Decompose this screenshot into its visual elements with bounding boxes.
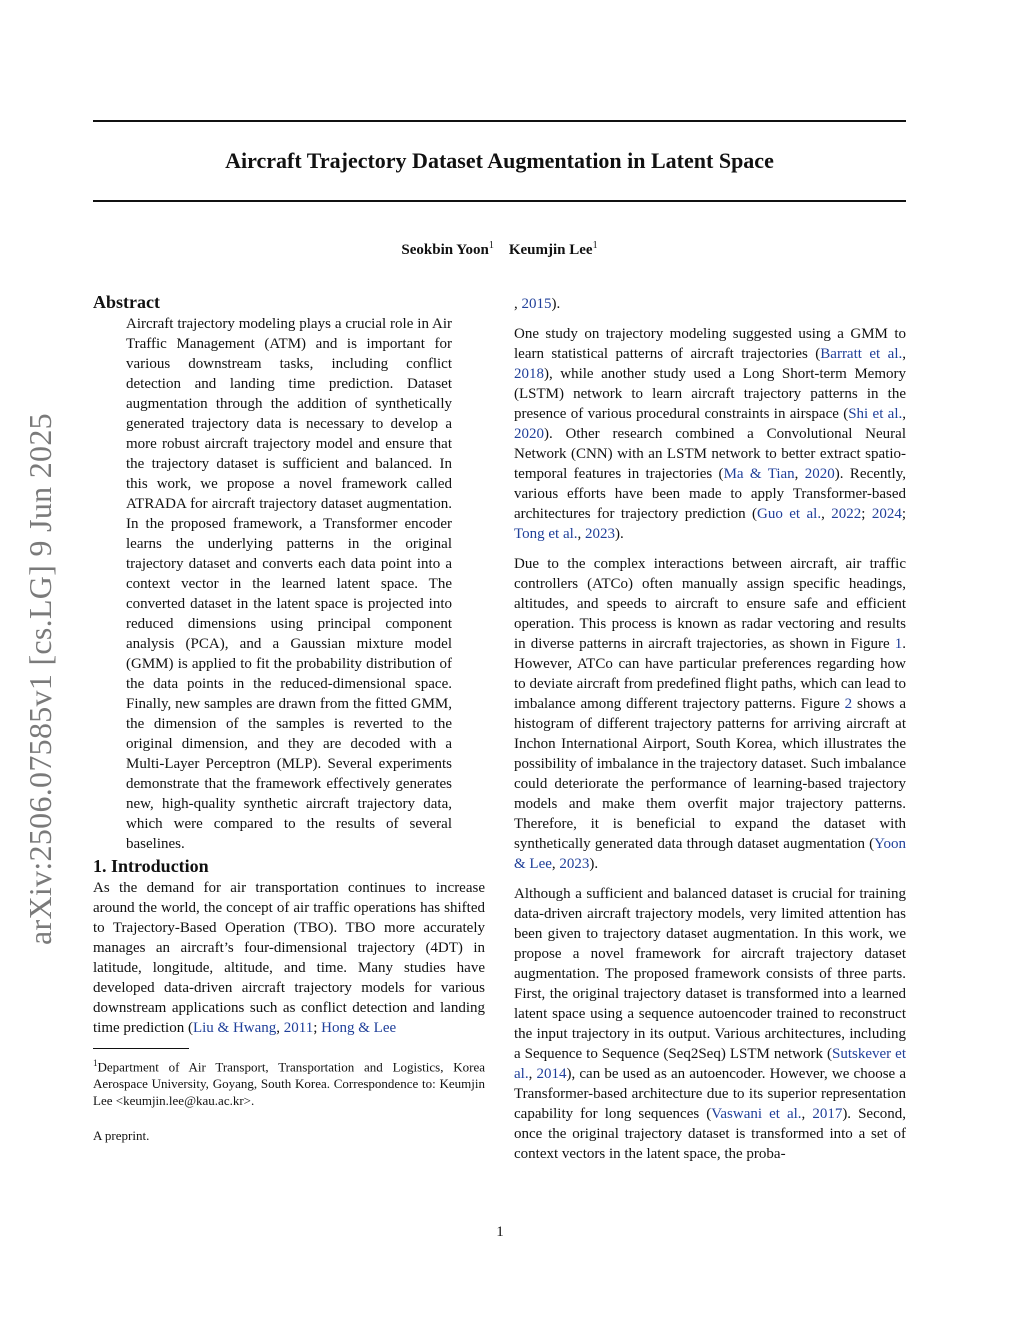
citation-link[interactable]: 2017	[812, 1106, 843, 1122]
abstract-text: Aircraft trajectory modeling plays a crucial role in Air Traffic Management (ATM) and is important for various downstream tasks, including conflict detection and landing time prediction. Dataset augmentation through the addition of synthetically generated trajectory data is necessary to develop a more robust aircraft trajectory model and ensure that the trajectory dataset is sufficient and balanced. In this work, we propose a novel framework called ATRADA for aircraft trajectory dataset augmentation. In the proposed framework, a Transformer encoder learns the underlying patterns in the original trajectory dataset and converts each data point into a context vector in the learned latent space. The converted dataset in the latent space is projected into reduced dimensions using principal component analysis (PCA), and a Gaussian mixture model (GMM) is applied to fit the probability distribution of the data points in the reduced-dimensional space. Finally, new samples are drawn from the fitted GMM, the dimension of the samples is reverted to the original dimension, and they are decoded with a Multi-Layer Perceptron (MLP). Several experiments demonstrate that the framework effectively generates new, high-quality synthetic aircraft trajectory data, which were compared to the results of several baselines.	[126, 316, 452, 852]
paper-title: Aircraft Trajectory Dataset Augmentation in Latent Space	[225, 148, 774, 173]
citation-link[interactable]: 2014	[536, 1066, 567, 1082]
title-rule-top	[93, 120, 906, 122]
figure-reference-link[interactable]: 1	[894, 636, 903, 652]
arxiv-stamp: arXiv:2506.07585v1 [cs.LG] 9 Jun 2025	[22, 413, 58, 945]
citation-link[interactable]: 2023	[559, 856, 590, 872]
footnote-divider	[93, 1048, 189, 1049]
intro-paragraph-continued: , 2015).	[514, 296, 561, 312]
author-list	[93, 236, 906, 260]
footnote-text: Department of Air Transport, Transportation and Logistics, Korea Aerospace University, Goyang, South Korea. Correspondence to: Keumjin Lee <keumjin.lee@kau.ac.kr>.	[93, 1059, 485, 1109]
citation-link[interactable]: Yoon & Lee	[514, 836, 906, 872]
citation-link[interactable]: Sutskever et al.	[514, 1046, 906, 1082]
intro-paragraph: Although a sufficient and balanced dataset is crucial for training data-driven aircraft trajectory models, very limited attention has been given to trajectory dataset augmentation. In this work, we propose a novel framework for aircraft trajectory dataset augmentation. The proposed framework consists of three parts. First, the original trajectory dataset is transformed into a learned latent space using a sequence autoencoder trained to reconstruct the input trajectory in its output. Various architectures, including a Sequence to Sequence (Seq2Seq) LSTM network (Sutskever et al., 2014), can be used as an autoencoder. However, we choose a Transformer-based architecture due to its superior representation capability for long sequences (Vaswani et al., 2017). Second, once the original trajectory dataset is transformed into a set of context vectors in the latent space, the proba-	[514, 886, 906, 1162]
abstract-heading: Abstract	[93, 292, 160, 312]
intro-paragraph: One study on trajectory modeling suggested using a GMM to learn statistical patterns of aircraft trajectories (Barratt et al., 2018), while another study used a Long Short-term Memory (LSTM) network to learn aircraft trajectory patterns in the presence of various procedural constraints in airspace (Shi et al., 2020). Other research combined a Convolutional Neural Network (CNN) with an LSTM network to better extract spatio-temporal features in trajectories (Ma & Tian, 2020). Recently, various efforts have been made to apply Transformer-based architectures for trajectory prediction (Guo et al., 2022; 2024; Tong et al., 2023).	[514, 326, 907, 542]
citation-link[interactable]: Barratt et al.	[820, 346, 903, 362]
author-name: Seokbin Yoon	[401, 242, 489, 258]
citation-link[interactable]: Shi et al.	[848, 406, 903, 422]
citation-link[interactable]: Ma & Tian	[723, 466, 795, 482]
citation-link[interactable]: 2020	[804, 466, 835, 482]
citation-link[interactable]: Vaswani et al.	[711, 1106, 802, 1122]
figure-reference-link[interactable]: 2	[844, 696, 853, 712]
left-column	[93, 290, 485, 1144]
citation-link[interactable]: Guo et al.	[757, 506, 822, 522]
citation-link[interactable]: 2022	[831, 506, 862, 522]
author-affiliation: 1	[488, 240, 494, 251]
footnote	[93, 1055, 485, 1109]
right-column	[514, 294, 906, 1164]
citation-link[interactable]: 2020	[514, 426, 544, 442]
title-rule-bottom	[93, 200, 906, 202]
intro-paragraph: As the demand for air transportation continues to increase around the world, the concept of air traffic operations has shifted to Trajectory-Based Operation (TBO). TBO more accurately manages an aircraft’s four-dimensional trajectory (4DT) in latitude, longitude, altitude, and time. Many studies have developed data-driven aircraft trajectory models for various downstream applications such as conflict detection and landing time prediction (Liu & Hwang, 2011; Hong & Lee	[93, 880, 485, 1036]
citation-link[interactable]: 2015	[521, 296, 552, 312]
footnote-mark: 1	[93, 1058, 98, 1068]
citation-link[interactable]: 2023	[585, 526, 616, 542]
section-heading: 1. Introduction	[93, 856, 209, 876]
intro-paragraph: Due to the complex interactions between aircraft, air traffic controllers (ATCo) often manually assign specific headings, altitudes, and speeds to aircraft to ensure safe and efficient operation. This process is known as radar vectoring and results in diverse patterns in aircraft trajectories, as shown in Figure 1. However, ATCo can have particular preferences regarding how to deviate aircraft from predefined flight paths, which can lead to imbalance among different trajectory patterns. Figure 2 shows a histogram of different trajectory patterns for arriving aircraft at Inchon International Airport, South Korea, which illustrates the possibility of imbalance in the trajectory dataset. Such imbalance could deteriorate the performance of learning-based trajectory models and make them overfit major trajectory patterns. Therefore, it is beneficial to expand the dataset with synthetically generated data through dataset augmentation (Yoon & Lee, 2023).	[514, 556, 906, 872]
page-number: 1	[496, 1224, 504, 1240]
citation-link[interactable]: 2011	[283, 1020, 314, 1036]
citation-link[interactable]: Liu & Hwang	[192, 1020, 277, 1036]
author-affiliation: 1	[592, 240, 598, 251]
citation-link[interactable]: 2024	[871, 506, 902, 522]
preprint-note: A preprint.	[93, 1128, 150, 1144]
citation-link[interactable]: Tong et al.	[514, 526, 578, 542]
author-name: Keumjin Lee	[508, 242, 593, 258]
citation-link[interactable]: 2018	[514, 366, 544, 382]
citation-link[interactable]: Hong & Lee	[321, 1020, 397, 1036]
